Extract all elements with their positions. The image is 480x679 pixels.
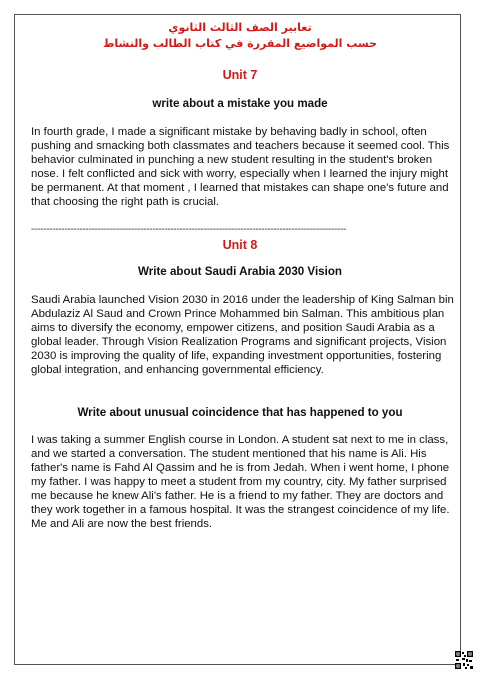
unit-7-heading: write about a mistake you made xyxy=(152,97,328,110)
coincidence-heading: Write about unusual coincidence that has happened to you xyxy=(77,406,403,419)
unit-8-heading: Write about Saudi Arabia 2030 Vision xyxy=(137,265,343,278)
qr-code-icon xyxy=(455,651,473,669)
section-divider: -------------------------------------------------------------------------------------------------------- xyxy=(31,225,347,235)
unit-8-paragraph: Saudi Arabia launched Vision 2030 in 2016 under the leadership of King Salman bin Abdulaziz Al Saud and Crown Prince Mohammed bin Salman. This ambitious plan aims to diversify the economy, empower citizens, and position Saudi Arabia as a global leader. Through Vision Realization Programs and significant projects, Vision 2030 is improving the quality of life, expanding investment opportunities, fostering global integration, and enhancing governmental efficiency. xyxy=(31,294,454,376)
arabic-subtitle: حسب المواضيع المقررة في كتاب الطالب والنشاط xyxy=(102,37,378,50)
unit-8-label: Unit 8 xyxy=(222,238,258,252)
coincidence-paragraph: I was taking a summer English course in London. A student sat next to me in class, and we started a conversation. The student mentioned that his name is Ali. His father's name is Fahd Al Qassim and he is from Jedah. When i went home, I phone my father. I was happy to meet a student from my country, city. My father surprised me because he knew Ali's father. He is a friend to my father. They are doctors and they work together in a famous hospital. It was the strangest coincidence of my life. Me and Ali are now the best friends. xyxy=(31,434,450,530)
unit-7-paragraph: In fourth grade, I made a significant mistake by behaving badly in school, often pushing and smacking both classmates and teachers because it seemed cool. This behavior culminated in punching a new student resulting in the student's broken nose. I felt conflicted and sick with worry, especially when I learned the injury might be permanent. At that moment , I learned that mistakes can shape one's future and that choosing the right path is crucial. xyxy=(31,126,450,208)
arabic-title: تعابير الصف الثالث الثانوي xyxy=(168,21,312,34)
unit-7-label: Unit 7 xyxy=(222,68,258,82)
